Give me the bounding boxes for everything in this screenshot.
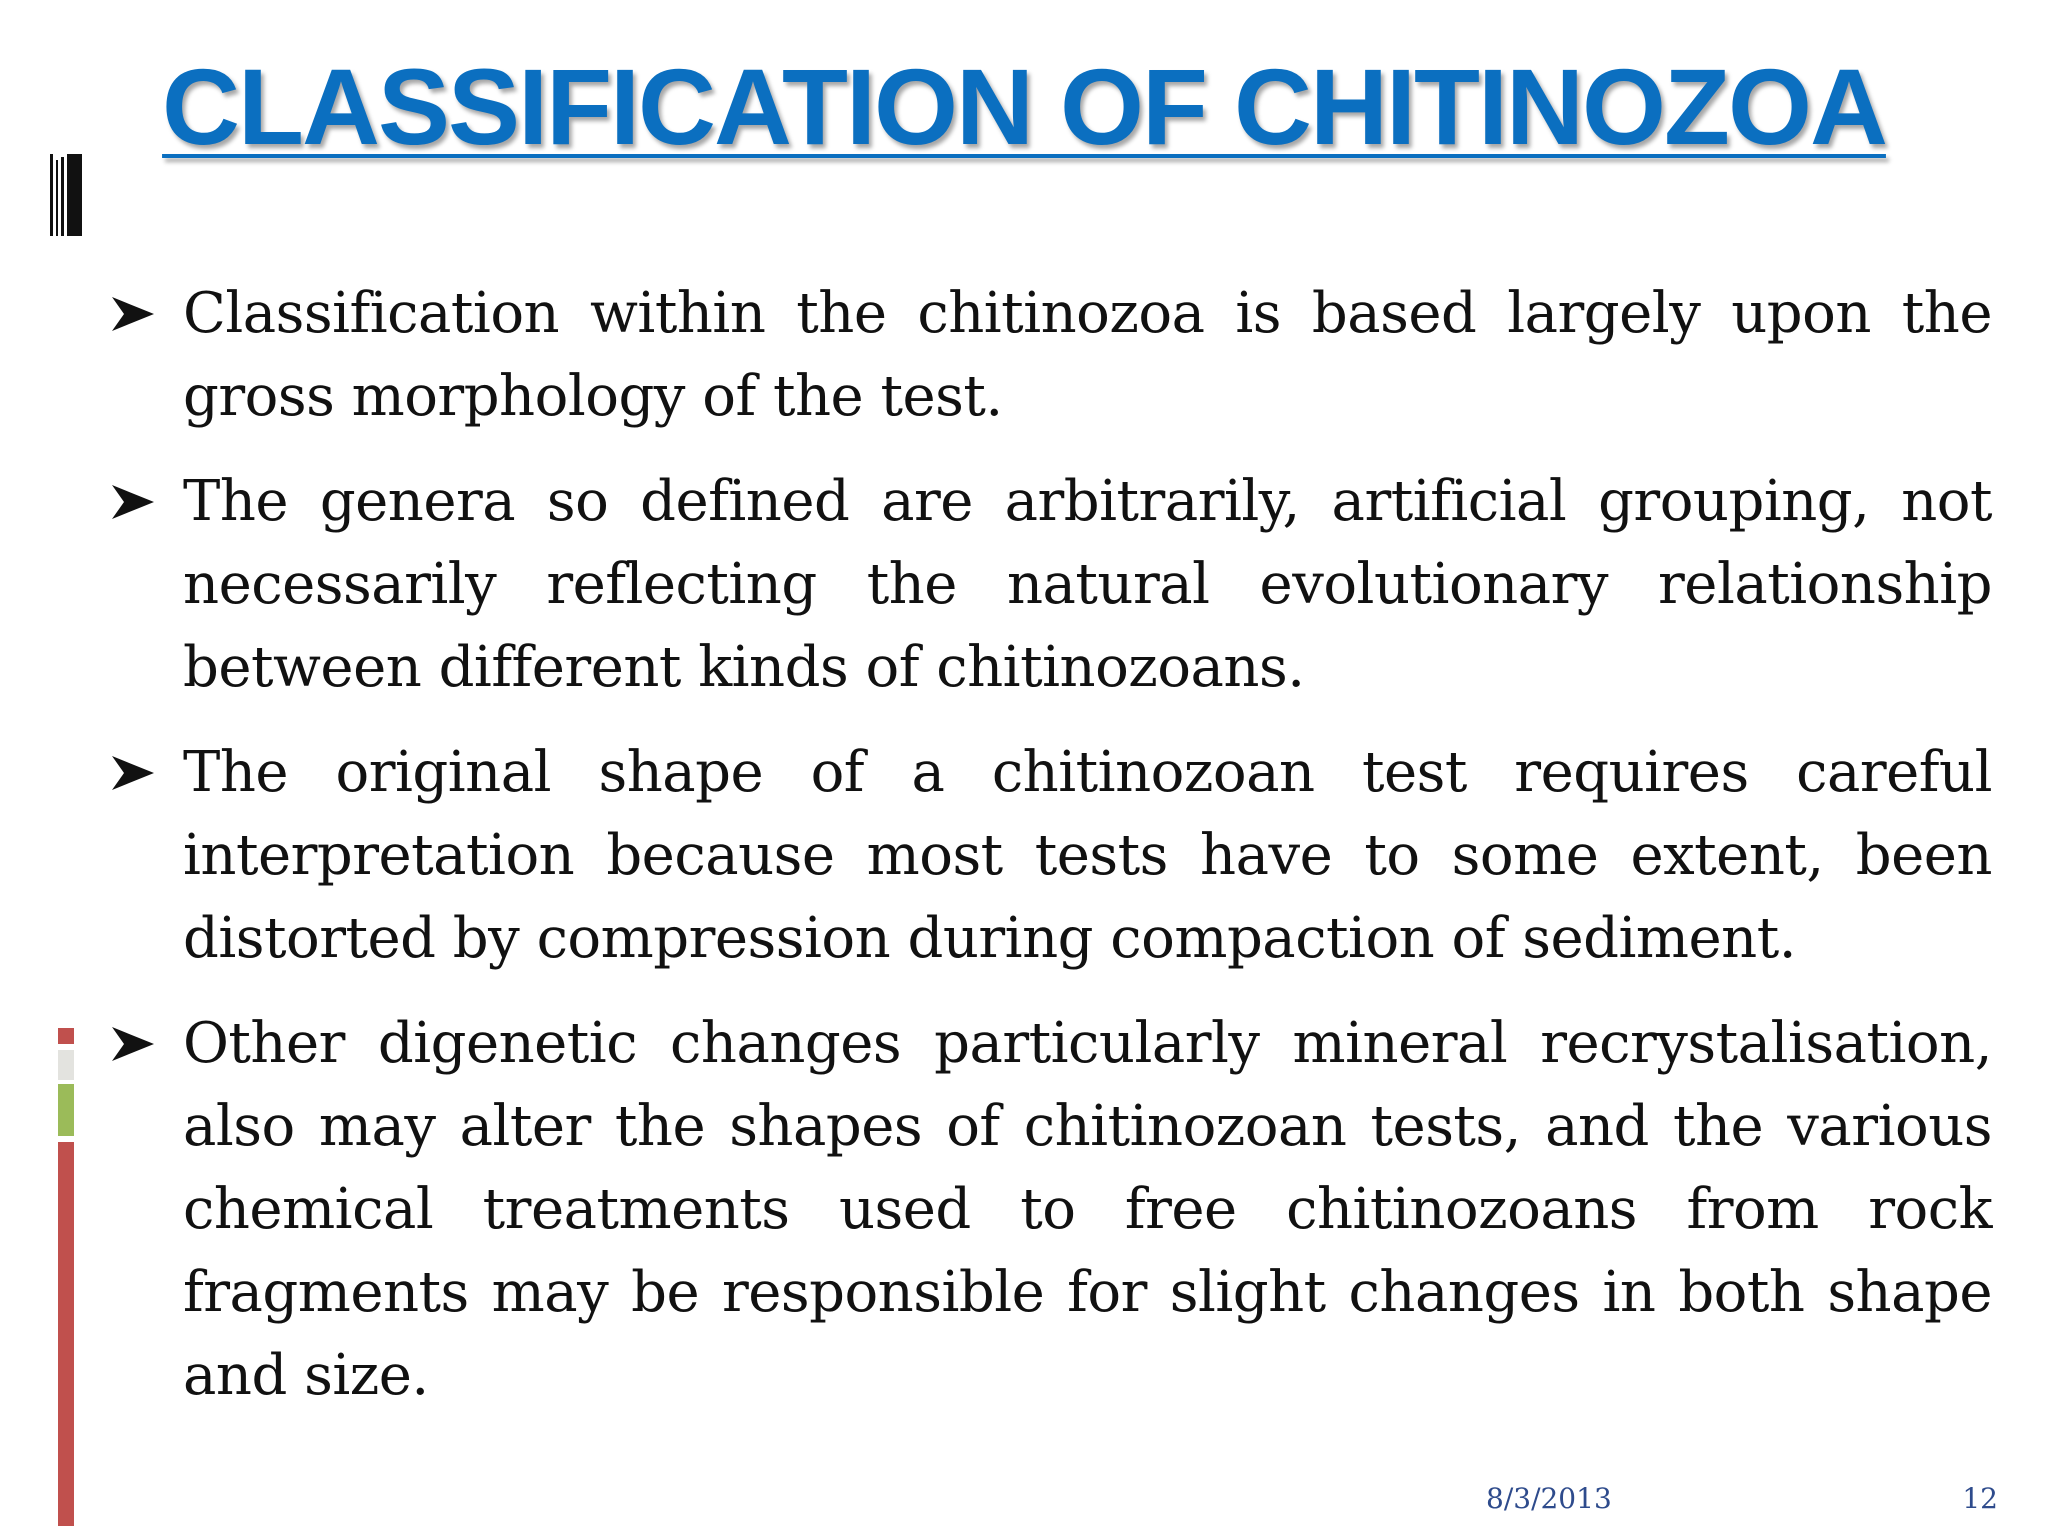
footer-date: 8/3/2013 (1486, 1482, 1612, 1515)
accent-bar-red (58, 1142, 74, 1526)
bullet-list (108, 272, 1992, 1439)
bullet-text: The genera so defined are arbitrarily, artificial grouping, not necessarily reflecting the natural evolutionary relationship between different kinds of chitinozoans. (183, 469, 1992, 700)
slide-title-text: CLASSIFICATION OF CHITINOZOA (162, 46, 1886, 167)
accent-bar-red-small (58, 1028, 74, 1044)
bullet-item (108, 731, 1992, 980)
accent-bar-gray (58, 1050, 74, 1080)
accent-bar-green (58, 1084, 74, 1136)
arrowhead-bullet-icon (108, 460, 168, 543)
arrowhead-bullet-icon (108, 272, 168, 355)
arrowhead-bullet-icon (108, 1002, 168, 1085)
bullet-text: Other digenetic changes particularly mineral recrystalisation, also may alter the shapes of chitinozoan tests, and the various chemical treatments used to free chitinozoans from rock fragments may be responsible for slight changes in both shape and size. (183, 1011, 1992, 1408)
bullet-text: The original shape of a chitinozoan test requires careful interpretation because most tests have to some extent, been distorted by compression during compaction of sediment. (183, 740, 1992, 971)
slide-number: 12 (1962, 1482, 1998, 1515)
bullet-item (108, 272, 1992, 438)
barcode-stripes-icon (50, 154, 82, 236)
bullet-text: Classification within the chitinozoa is based largely upon the gross morphology of the test. (183, 281, 1992, 429)
bullet-item (108, 1002, 1992, 1417)
bullet-item (108, 460, 1992, 709)
slide-title (0, 48, 2048, 167)
arrowhead-bullet-icon (108, 731, 168, 814)
